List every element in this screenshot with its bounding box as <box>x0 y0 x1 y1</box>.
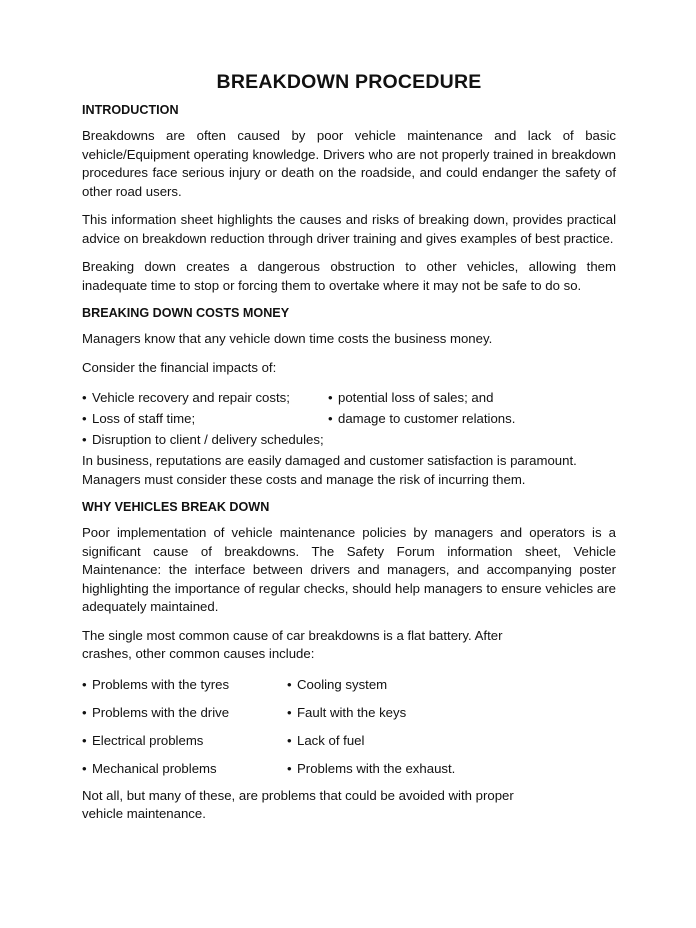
list-item: • Disruption to client / delivery schedules; <box>82 429 328 450</box>
intro-paragraph-1: Breakdowns are often caused by poor vehicle maintenance and lack of basic vehicle/Equipment operating knowledge. Drivers who are not properly trained in breakdown procedures face serious injury or death on the roadside, and could endanger the safety of other road users. <box>82 128 616 199</box>
list-item: • Loss of staff time; <box>82 408 328 429</box>
list-item: • Problems with the tyres <box>82 674 287 695</box>
why-paragraph-1: Poor implementation of vehicle maintenance policies by managers and operators is a significant cause of breakdowns. The Safety Forum information sheet, Vehicle Maintenance: the interface between drivers and managers, and accompanying poster highlighting the importance of regular checks, should help managers to ensure vehicles are adequately maintained. <box>82 525 616 614</box>
common-causes-list <box>82 674 616 779</box>
intro-paragraph-3: Breaking down creates a dangerous obstruction to other vehicles, allowing them inadequate time to stop or forcing them to overtake where it may not be safe to do so. <box>82 259 616 293</box>
why-paragraph-2 <box>82 627 616 664</box>
list-item: • Electrical problems <box>82 730 287 751</box>
costs-paragraph-2: Consider the financial impacts of: <box>82 359 277 375</box>
why-paragraph-3 <box>82 787 616 824</box>
costs-paragraph-3-line-1: In business, reputations are easily damaged and customer satisfaction is paramount. <box>82 453 577 468</box>
list-item: • Fault with the keys <box>287 702 616 723</box>
why-paragraph-3-line-2: vehicle maintenance. <box>82 806 206 821</box>
section-heading-why: WHY VEHICLES BREAK DOWN <box>82 500 270 514</box>
why-paragraph-2-line-2: crashes, other common causes include: <box>82 646 315 661</box>
why-paragraph-3-line-1: Not all, but many of these, are problems that could be avoided with proper <box>82 787 514 803</box>
list-item: • damage to customer relations. <box>328 408 616 429</box>
why-paragraph-2-line-1: The single most common cause of car breakdowns is a flat battery. After <box>82 627 503 643</box>
list-item: • Mechanical problems <box>82 758 287 779</box>
list-item: • Cooling system <box>287 674 616 695</box>
list-item: • Vehicle recovery and repair costs; <box>82 387 328 408</box>
document-title: BREAKDOWN PROCEDURE <box>216 71 482 93</box>
list-item: • Lack of fuel <box>287 730 616 751</box>
section-heading-introduction: INTRODUCTION <box>82 103 179 117</box>
costs-paragraph-3 <box>82 452 616 489</box>
intro-paragraph-2: This information sheet highlights the causes and risks of breaking down, provides practical advice on breakdown reduction through driver training and gives examples of best practice. <box>82 212 616 246</box>
costs-paragraph-3-line-2: Managers must consider these costs and manage the risk of incurring them. <box>82 471 526 487</box>
costs-paragraph-1: Managers know that any vehicle down time costs the business money. <box>82 331 493 346</box>
section-heading-costs: BREAKING DOWN COSTS MONEY <box>82 306 290 320</box>
list-item: • potential loss of sales; and <box>328 387 616 408</box>
list-item: • Problems with the drive <box>82 702 287 723</box>
list-item: • Problems with the exhaust. <box>287 758 616 779</box>
financial-impacts-list <box>82 387 616 450</box>
document-page <box>82 70 616 834</box>
